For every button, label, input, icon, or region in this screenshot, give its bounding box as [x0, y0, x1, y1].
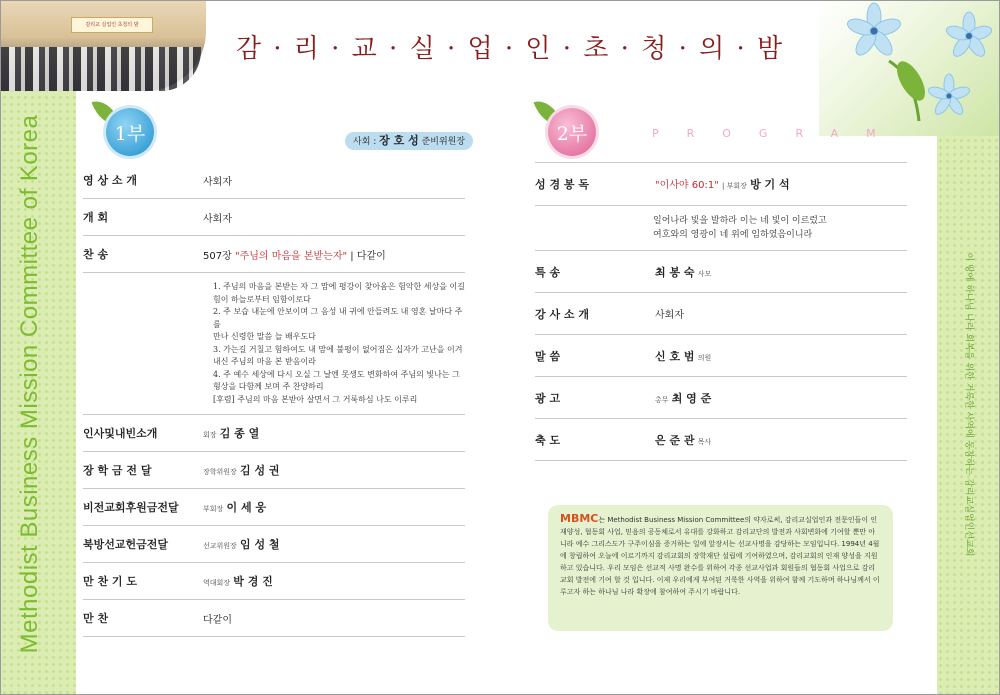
- program-row: [83, 452, 465, 489]
- row-value: 사회자: [655, 310, 684, 321]
- program-row: [83, 415, 465, 452]
- person-name: 이 세 웅: [226, 501, 267, 514]
- person-name: 은 준 관: [655, 433, 695, 447]
- hymn-lyrics: [83, 273, 465, 415]
- row-label: 말 씀: [535, 349, 561, 363]
- person-role: 역대회장: [203, 579, 231, 587]
- row-label: 만 찬 기 도: [83, 575, 137, 588]
- mbmc-brand: MBMC: [560, 512, 599, 525]
- hymn-number: 507장: [203, 250, 232, 262]
- lyric-line: 4. 주 예수 세상에 다시 오실 그 날엔 못생도 변화하여 주님의 빛나는 그: [213, 369, 460, 379]
- row-label: 만 찬: [83, 612, 109, 625]
- host-name: 장 호 성: [379, 134, 419, 147]
- hymn-value: [203, 247, 465, 262]
- scripture-ref: "이사야 60:1": [655, 180, 719, 191]
- program-row: [535, 377, 907, 419]
- photo-crowd: [1, 47, 201, 91]
- lyric-line: 힘이 하늘로부터 임함이로다: [213, 294, 311, 304]
- event-photo: [1, 1, 206, 91]
- part2-badge: 2부: [548, 108, 596, 156]
- person-role: 회장: [203, 431, 217, 439]
- side-korean-text: 이 땅에 하나님 나라 회복을 위한 거룩한 사역에 동참하는 감리교실업인선교회: [963, 252, 974, 557]
- row-label: 북방선교헌금전달: [83, 538, 169, 551]
- person-name: 임 성 철: [240, 538, 280, 551]
- person-role: 총무: [655, 395, 669, 404]
- person-role: 부회장: [203, 505, 224, 513]
- row-label: 찬 송: [83, 248, 109, 261]
- program-row: [535, 293, 907, 335]
- verse-line: 여호와의 영광이 네 위에 임하였음이니라: [653, 230, 813, 240]
- person-role: 선교위원장: [203, 542, 237, 550]
- row-label: 비전교회후원금전달: [83, 501, 179, 514]
- row-value: 사회자: [203, 176, 232, 188]
- lyric-line: [후렴] 주님의 마음 본받아 살면서 그 거룩하심 나도 이루리: [213, 394, 418, 404]
- person-name: 최 봉 숙: [655, 265, 695, 279]
- person-suffix: 사모: [697, 269, 712, 278]
- row-value: 사회자: [203, 213, 232, 225]
- flower-icon: [819, 1, 999, 136]
- page-title: 감 · 리 · 교 · 실 · 업 · 인 · 초 · 청 · 의 · 밤: [235, 34, 785, 64]
- program-row: [83, 563, 465, 600]
- person-name: 박 경 진: [233, 575, 273, 588]
- program-row: [83, 199, 465, 236]
- hymn-by: | 다같이: [350, 250, 386, 262]
- part2-program-list: [535, 162, 907, 461]
- hymn-title: "주님의 마음을 본받는자": [234, 250, 348, 262]
- row-label: 인사및내빈소개: [83, 427, 158, 440]
- program-row: [83, 236, 465, 273]
- person-name: 방 기 석: [750, 178, 790, 191]
- photo-banner: 감리교 실업인 초청의 밤: [71, 17, 153, 33]
- program-heading: PROGRAM: [652, 127, 904, 140]
- row-label: 특 송: [535, 265, 561, 279]
- side-english-title: Methodist Business Mission Committee of Korea: [16, 114, 43, 654]
- person-role: 장학위원장: [203, 468, 237, 476]
- person-name: 최 영 준: [671, 391, 712, 405]
- row-value: 다같이: [203, 614, 232, 626]
- program-row: [83, 600, 465, 637]
- person-name: 신 호 범: [655, 349, 695, 363]
- person-suffix: 의원: [697, 353, 712, 362]
- row-label: 장 학 금 전 달: [83, 464, 152, 477]
- part1-program-list: [83, 162, 465, 637]
- row-label: 축 도: [535, 433, 561, 447]
- program-row: [83, 489, 465, 526]
- part1-badge: 1부: [106, 108, 154, 156]
- row-label: 성 경 봉 독: [535, 178, 589, 191]
- lyric-line: 1. 주님의 마음을 본받는 자 그 맘에 평강이 찾아옴은 험악한 세상을 이길: [213, 282, 465, 291]
- host-role: 준비위원장: [421, 137, 466, 147]
- person-name: 김 성 권: [240, 464, 280, 477]
- lyric-line: 3. 가는길 거칠고 험하여도 내 맘에 불평이 없어짐은 십자가 고난을 이겨: [213, 344, 463, 354]
- row-label: 영 상 소 개: [83, 174, 137, 187]
- row-label: 개 회: [83, 211, 109, 224]
- program-row: [535, 419, 907, 461]
- lyric-line: 2. 주 보습 내눈에 안보이며 그 음성 내 귀에 안들려도 내 영혼 날마다 주를: [213, 307, 463, 329]
- program-row: [83, 162, 465, 199]
- row-label: 광 고: [535, 391, 561, 405]
- lyric-line: 만나 신령한 말씀 늘 배우도다: [213, 332, 316, 341]
- program-row: [83, 526, 465, 563]
- program-row: [535, 162, 907, 206]
- program-row: [535, 251, 907, 293]
- scripture-verse: [535, 206, 907, 251]
- lyric-line: 형상을 다함께 보며 주 찬양하리: [213, 382, 324, 391]
- mbmc-text: 는 Methodist Business Mission Committee의 약자로써, 감리교실업인과 전문인들이 인재양성, 협동회 사업, 믿음의 공동체로서 유대를 강화하고 감리교단의 발전과 사회변화에 기여할 뿐만 아니라 예수 그리스도가 구주이심을 증거하는 일에 앞장서는 선교사명을 감당하는 모임입니다. 1994년 4월에 창립하여 오늘에 이르기까지 감리교회의 장학재단 설립에 기여하였으며, 감리교회의 인재 양성을 지원하고 있습니다. 우리 모임은 선교적 사명 완수를 위하여 각종 선교사업과 회원들의 협동회 사업으로 감리교회 발전에 기여 할 것 입니다. 이제 우리에게 부여된 거룩한 사역을 위하여 함께 기도하며 하나님께서 이루고자 하는 하나님 나라 확장에 참여하여 주시기 바랍니다.: [560, 516, 880, 596]
- person-role: | 부회장: [722, 182, 747, 190]
- mbmc-description: [548, 505, 893, 631]
- program-row: [535, 335, 907, 377]
- lyric-line: 내신 주님의 마음 본 받음이라: [213, 357, 316, 366]
- host-badge: [345, 132, 473, 150]
- host-prefix: 사회 :: [353, 137, 380, 147]
- flower-decoration: [819, 1, 999, 136]
- verse-line: 일어나라 빛을 발하라 이는 네 빛이 이르렀고: [653, 216, 827, 226]
- person-suffix: 목사: [697, 437, 712, 446]
- row-label: 강 사 소 개: [535, 307, 589, 321]
- person-name: 김 종 열: [219, 427, 260, 440]
